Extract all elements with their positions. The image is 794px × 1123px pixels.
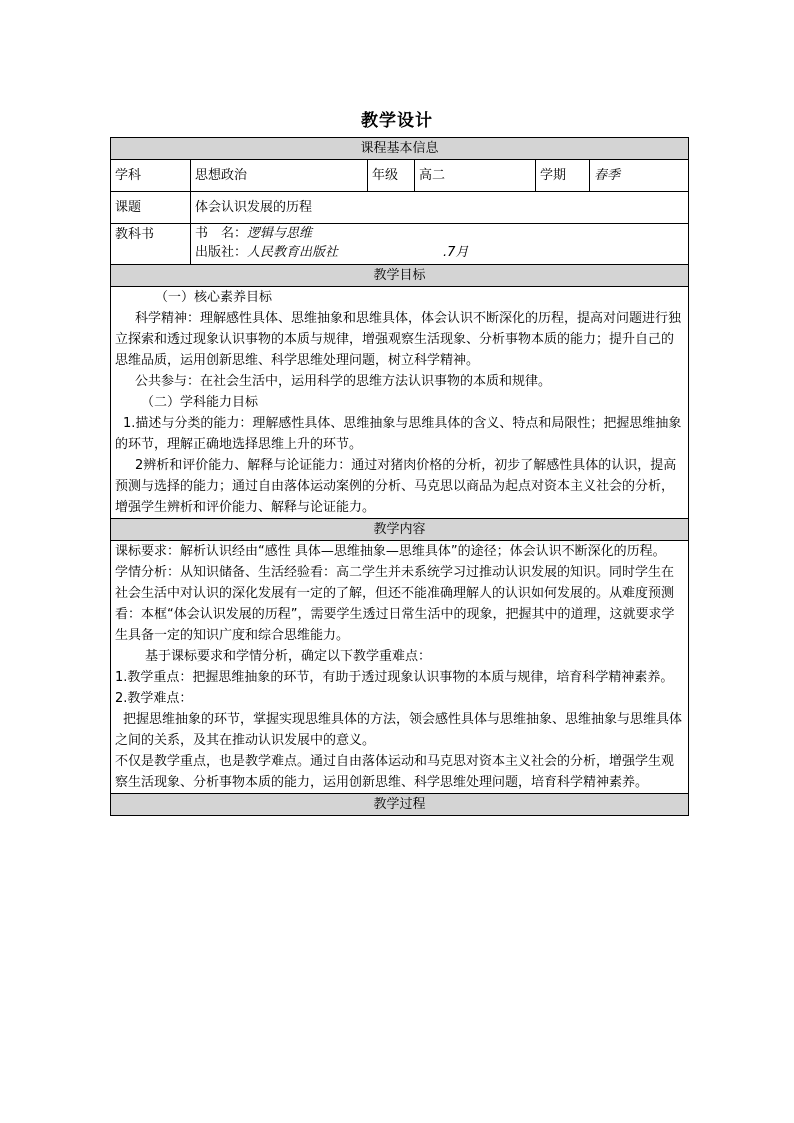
content-basis: 基于课标要求和学情分析，确定以下教学重难点： (145, 649, 432, 664)
term-label: 学期 (536, 160, 590, 192)
textbook-info (191, 224, 689, 265)
section-header-process: 教学过程 (111, 794, 689, 816)
goal-science-spirit: 科学精神：理解感性具体、思维抽象和思维具体，体会认识不断深化的历程，提高对问题进行独立探索和透过现象认识事物的本质与规律，增强观察生活现象、分析事物本质的能力；提升自己的思维品质，运用创新思维、科学思维处理问题，树立科学精神。 (115, 311, 682, 368)
lesson-plan-table (110, 137, 689, 816)
topic-label: 课题 (111, 192, 191, 224)
book-name-value: 逻辑与思维 (247, 226, 313, 241)
goal-public-participation: 公共参与：在社会生活中，运用科学的思维方法认识事物的本质和规律。 (135, 374, 552, 389)
goal-ability-1: 1.描述与分类的能力：理解感性具体、思维抽象与思维具体的含义、特点和局限性；把握思维抽象的环节，理解正确地选择思维上升的环节。 (115, 416, 682, 452)
content-difficulty: 把握思维抽象的环节，掌握实现思维具体的方法，领会感性具体与思维抽象、思维抽象与思维具体之间的关系，及其在推动认识发展中的意义。 (115, 712, 683, 748)
content-curriculum: 课标要求：解析认识经由“感性 具体—思维抽象—思维具体”的途径；体会认识不断深化的历程。 (115, 544, 666, 559)
content-key-point: 1.教学重点：把握思维抽象的环节，有助于透过现象认识事物的本质与规律，培育科学精神素养。 (115, 670, 674, 685)
grade-value: 高二 (415, 160, 536, 192)
section-header-goals: 教学目标 (111, 265, 689, 287)
goal-heading-ability: （二）学科能力目标 (141, 395, 259, 410)
publisher-value: 人民教育出版社 (247, 245, 339, 260)
textbook-label: 教科书 (111, 224, 191, 265)
document-title: 教学设计 (361, 111, 433, 131)
book-name-label: 书 名： (195, 226, 248, 241)
publisher-line (195, 243, 684, 262)
subject-value: 思想政治 (191, 160, 368, 192)
section-header-basic-info: 课程基本信息 (111, 138, 689, 160)
term-value: 春季 (590, 160, 689, 192)
content-difficulty-heading: 2.教学难点： (115, 691, 193, 706)
goal-ability-2: 2辨析和评价能力、解释与论证能力：通过对猪肉价格的分析，初步了解感性具体的认识，提高预测与选择的能力；通过自由落体运动案例的分析、马克思以商品为起点对资本主义社会的分析，增强学生辨析和评价能力、解释与论证能力。 (115, 458, 677, 515)
subject-label: 学科 (111, 160, 191, 192)
goal-heading-core: （一）核心素养目标 (155, 290, 273, 305)
topic-value: 体会认识发展的历程 (191, 192, 689, 224)
publish-month: .7月 (443, 245, 469, 260)
goals-body (111, 287, 689, 519)
book-name-line (195, 224, 684, 243)
publisher-label: 出版社： (195, 245, 248, 260)
content-learner-analysis: 学情分析：从知识储备、生活经验看：高二学生并未系统学习过推动认识发展的知识。同时学生在社会生活中对认识的深化发展有一定的了解，但还不能准确理解人的认识如何发展的。从难度预测看：本框“体会认识发展的历程”，需要学生透过日常生活中的现象，把握其中的道理，这就要求学生具备一定的知识广度和综合思维能力。 (115, 565, 675, 643)
content-body (111, 541, 689, 794)
content-summary: 不仅是教学重点，也是教学难点。通过自由落体运动和马克思对资本主义社会的分析，增强学生观察生活现象、分析事物本质的能力，运用创新思维、科学思维处理问题，培育科学精神素养。 (115, 754, 675, 790)
grade-label: 年级 (368, 160, 415, 192)
section-header-content: 教学内容 (111, 519, 689, 541)
